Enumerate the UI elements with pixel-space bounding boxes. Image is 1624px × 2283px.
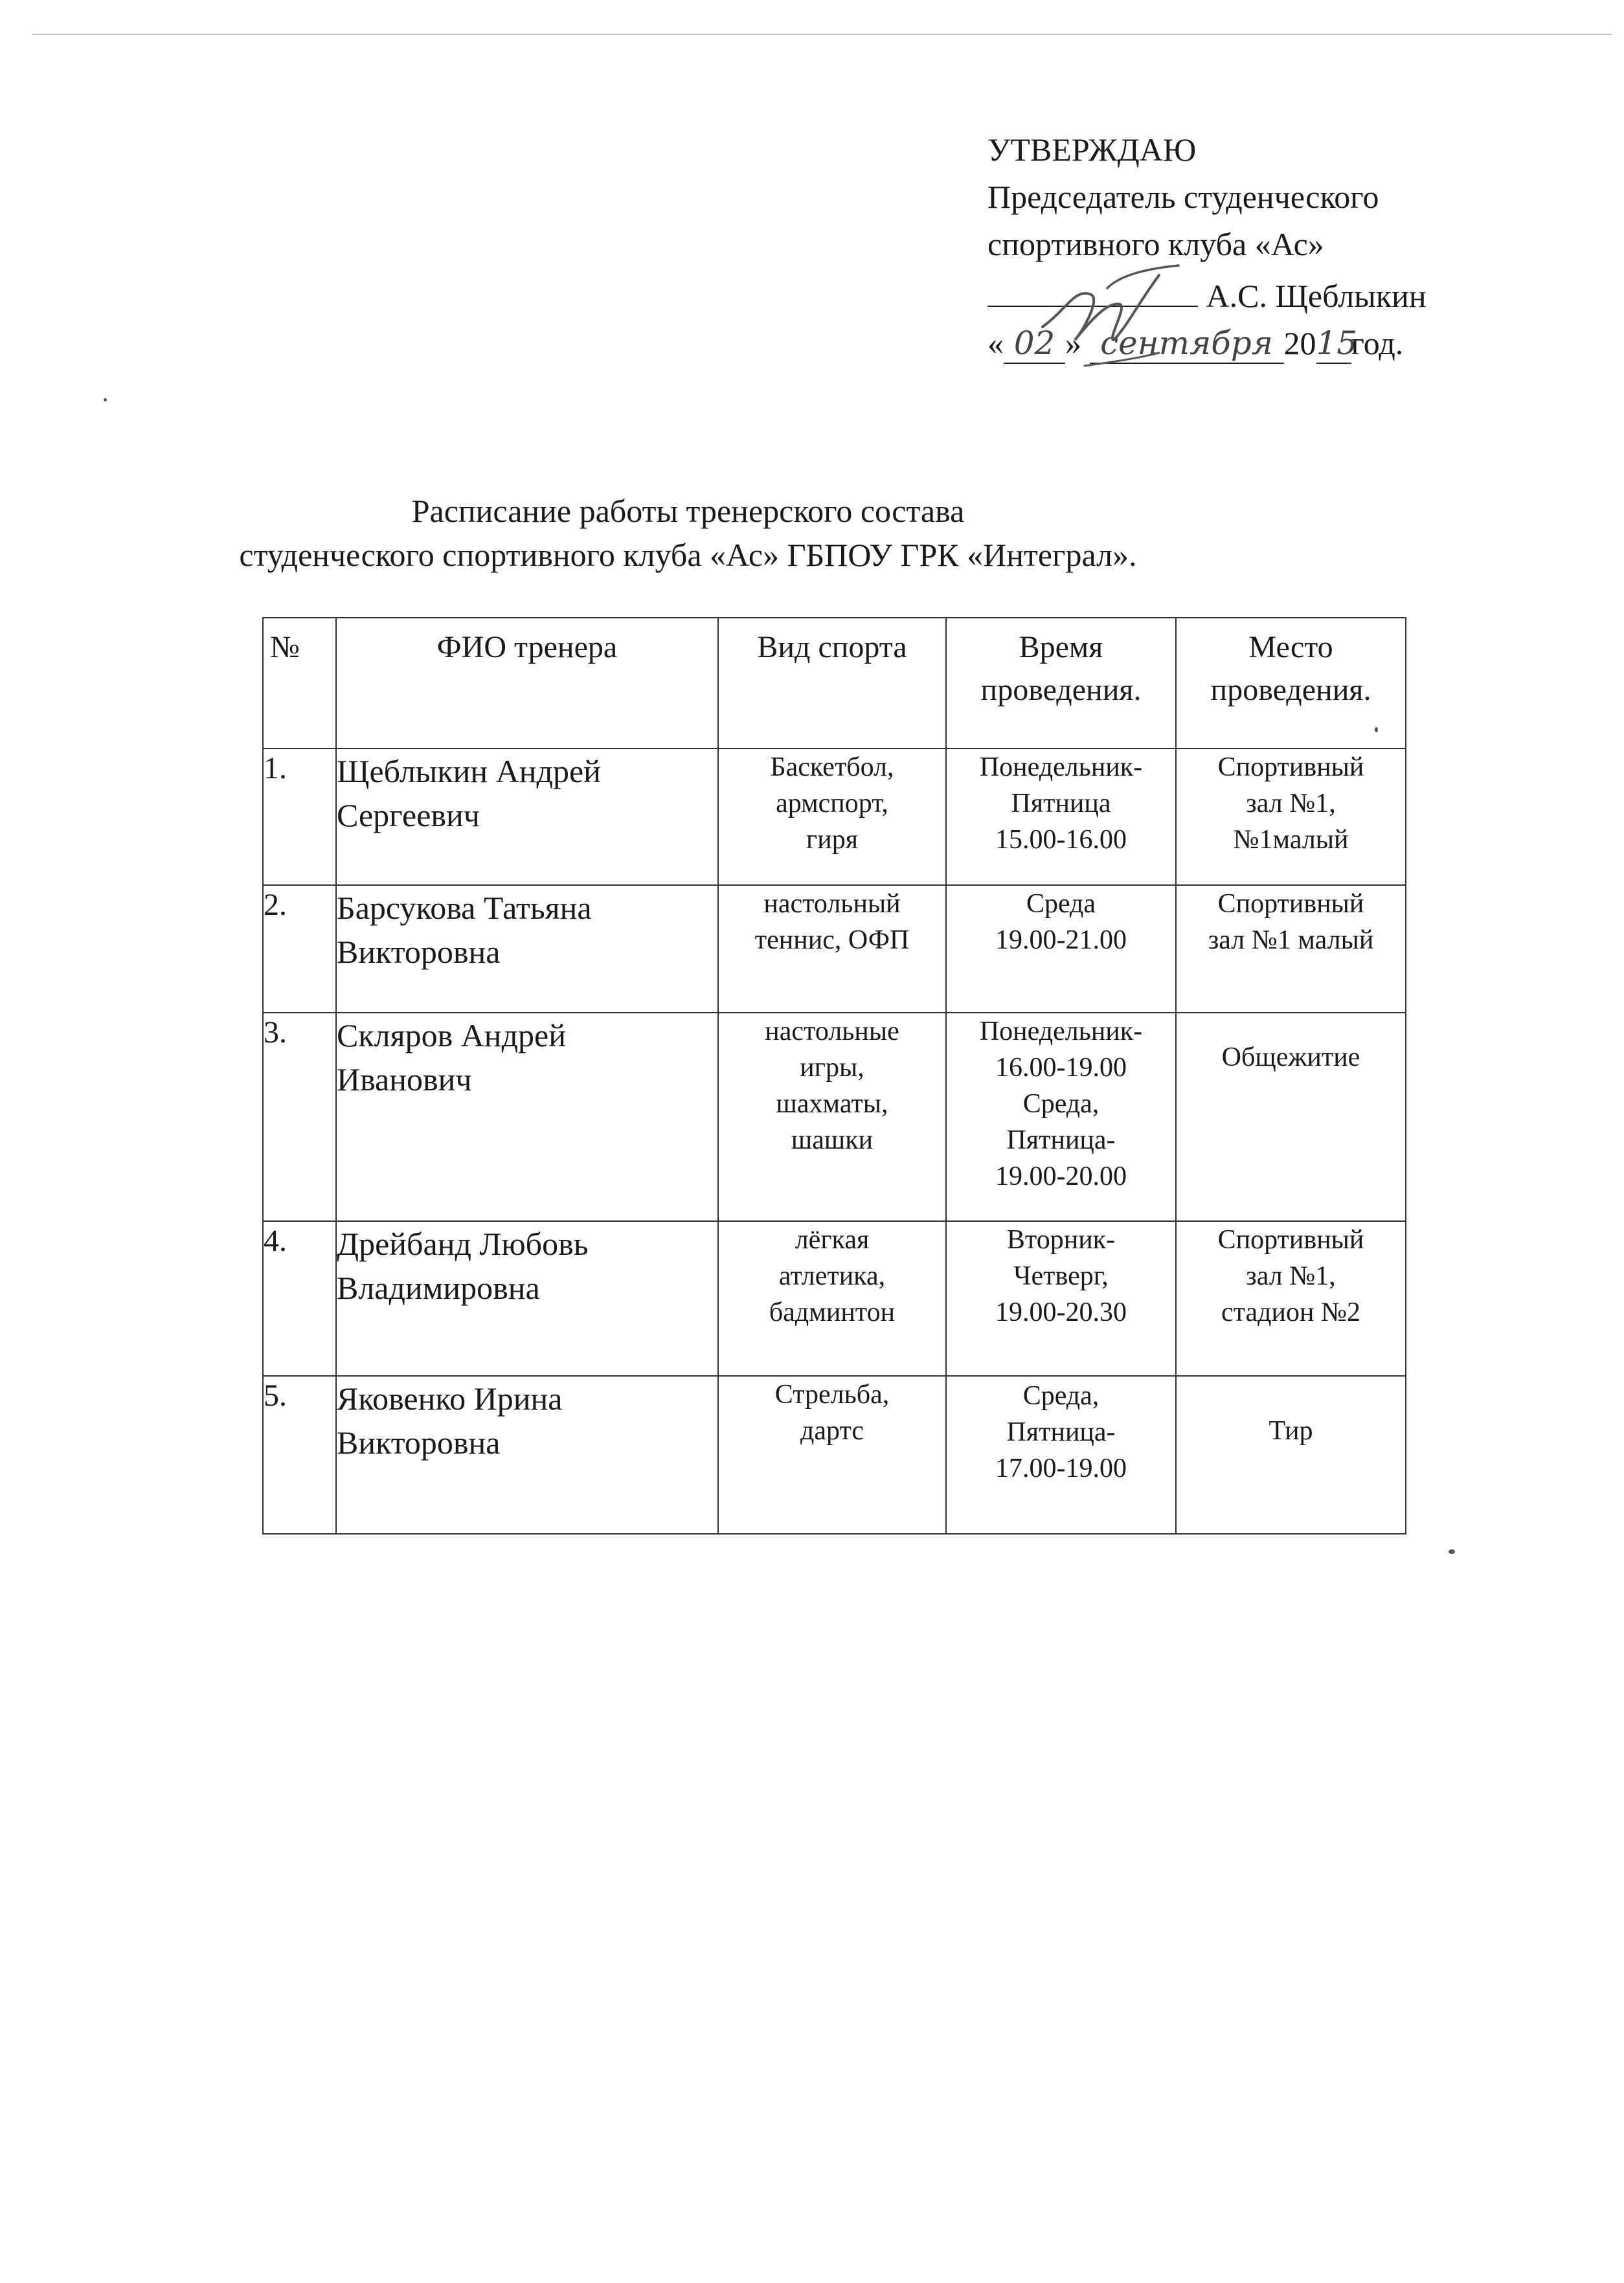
- coach-name: [336, 1376, 718, 1534]
- sport-line: бадминтон: [769, 1298, 896, 1327]
- handwritten-signature: [1030, 249, 1198, 405]
- row-number: 2.: [263, 885, 336, 1013]
- sport-line: армспорт,: [776, 789, 888, 818]
- header-sport: Вид спорта: [718, 618, 946, 748]
- place-line: Спортивный: [1217, 889, 1364, 919]
- time-line: Пятница: [1011, 789, 1111, 818]
- sport-cell: [718, 1013, 946, 1221]
- date-year-prefix: 20: [1283, 325, 1316, 361]
- sport-line: дартс: [800, 1416, 864, 1446]
- scan-speck: [1375, 727, 1378, 732]
- coach-name: [336, 748, 718, 885]
- row-number: 4.: [263, 1221, 336, 1376]
- time-cell: [946, 1013, 1176, 1221]
- place-line: Тир: [1269, 1416, 1313, 1446]
- place-cell: [1176, 885, 1406, 1013]
- sport-line: настольные: [765, 1017, 899, 1046]
- sport-line: теннис, ОФП: [754, 925, 910, 955]
- schedule-table: [262, 617, 1406, 1535]
- time-line: Понедельник-: [979, 1017, 1143, 1046]
- time-line: Среда: [1026, 889, 1096, 919]
- time-cell: [946, 748, 1176, 885]
- date-month: сентября: [1090, 325, 1284, 364]
- place-cell: [1176, 1376, 1406, 1534]
- time-line: Четверг,: [1013, 1261, 1109, 1291]
- time-line: Пятница-: [1006, 1417, 1116, 1447]
- time-line: 19.00-20.00: [995, 1162, 1127, 1191]
- coach-name-line2: Владимировна: [337, 1270, 540, 1306]
- row-number: 3.: [263, 1013, 336, 1221]
- title-line2: студенческого спортивного клуба «Ас» ГБПОУ ГРК «Интеграл».: [239, 537, 1137, 573]
- coach-name-line1: Яковенко Ирина: [337, 1380, 563, 1417]
- time-line: Среда,: [1022, 1089, 1100, 1119]
- header-time-line1: Время: [1019, 630, 1103, 664]
- sport-cell: [718, 1221, 946, 1376]
- sport-line: Баскетбол,: [770, 752, 894, 782]
- header-number: №: [263, 618, 336, 748]
- place-cell: [1176, 1221, 1406, 1376]
- header-place: [1176, 618, 1406, 748]
- approval-position-line2: спортивного клуба «Ас»: [987, 226, 1324, 262]
- place-cell: [1176, 748, 1406, 885]
- place-line: зал №1,: [1246, 1261, 1336, 1291]
- header-time: [946, 618, 1176, 748]
- time-cell: [946, 1221, 1176, 1376]
- place-line: №1малый: [1233, 825, 1349, 855]
- date-end: год.: [1351, 325, 1404, 361]
- coach-name-line1: Дрейбанд Любовь: [337, 1226, 589, 1262]
- scan-edge-line: [32, 34, 1612, 35]
- time-cell: [946, 1376, 1176, 1534]
- header-time-line2: проведения.: [980, 673, 1142, 707]
- sport-line: Стрельба,: [774, 1380, 890, 1410]
- document-title: [194, 489, 1182, 577]
- coach-name-line1: Скляров Андрей: [337, 1017, 566, 1053]
- time-line: 19.00-20.30: [995, 1298, 1127, 1327]
- header-place-line1: Место: [1248, 630, 1333, 664]
- place-line: Спортивный: [1217, 1225, 1364, 1255]
- place-line: Общежитие: [1221, 1042, 1360, 1072]
- place-line: зал №1 малый: [1208, 925, 1374, 955]
- coach-name-line2: Викторовна: [337, 1424, 501, 1461]
- sport-line: шахматы,: [776, 1089, 888, 1119]
- coach-name-line1: Барсукова Татьяна: [337, 890, 592, 926]
- place-cell: [1176, 1013, 1406, 1221]
- table-row: [263, 1376, 1406, 1534]
- coach-name-line2: Сергеевич: [337, 797, 480, 833]
- coach-name: [336, 1221, 718, 1376]
- coach-name-line2: Викторовна: [337, 934, 501, 970]
- approval-position-line1: Председатель студенческого: [987, 179, 1379, 215]
- place-line: зал №1,: [1246, 789, 1336, 818]
- approval-signer: А.С. Щеблыкин: [1206, 278, 1427, 314]
- table-row: [263, 1221, 1406, 1376]
- table-row: [263, 1013, 1406, 1221]
- sport-line: гиря: [806, 825, 859, 855]
- sport-cell: [718, 1376, 946, 1534]
- sport-line: атлетика,: [778, 1261, 886, 1291]
- title-line1: Расписание работы тренерского состава: [411, 493, 965, 529]
- time-cell: [946, 885, 1176, 1013]
- date-open-quote: «: [987, 325, 1004, 361]
- date-year-suffix: 15: [1316, 325, 1351, 364]
- table-header-row: [263, 618, 1406, 748]
- table-row: [263, 748, 1406, 885]
- time-line: Понедельник-: [979, 752, 1143, 782]
- coach-name: [336, 885, 718, 1013]
- sport-line: лёгкая: [795, 1225, 870, 1255]
- scan-speck: [104, 398, 107, 401]
- scan-speck: [1449, 1549, 1455, 1554]
- time-line: Среда,: [1022, 1381, 1100, 1411]
- header-name: ФИО тренера: [336, 618, 718, 748]
- time-line: Пятница-: [1006, 1125, 1116, 1155]
- date-day: 02: [1004, 325, 1065, 364]
- place-line: Спортивный: [1217, 752, 1364, 782]
- coach-name-line1: Щеблыкин Андрей: [337, 753, 601, 789]
- table-row: [263, 885, 1406, 1013]
- header-place-line2: проведения.: [1210, 673, 1371, 707]
- sport-cell: [718, 885, 946, 1013]
- approval-heading: УТВЕРЖДАЮ: [987, 131, 1197, 168]
- time-line: 19.00-21.00: [995, 925, 1127, 955]
- sport-line: игры,: [800, 1053, 864, 1083]
- sport-line: настольный: [763, 889, 901, 919]
- row-number: 1.: [263, 748, 336, 885]
- coach-name: [336, 1013, 718, 1221]
- place-line: стадион №2: [1221, 1298, 1361, 1327]
- coach-name-line2: Иванович: [337, 1061, 472, 1097]
- time-line: 15.00-16.00: [995, 825, 1127, 855]
- date-close-quote: »: [1065, 325, 1081, 361]
- sport-cell: [718, 748, 946, 885]
- time-line: 16.00-19.00: [995, 1053, 1127, 1083]
- row-number: 5.: [263, 1376, 336, 1534]
- time-line: 17.00-19.00: [995, 1454, 1127, 1483]
- time-line: Вторник-: [1006, 1225, 1116, 1255]
- sport-line: шашки: [791, 1125, 874, 1155]
